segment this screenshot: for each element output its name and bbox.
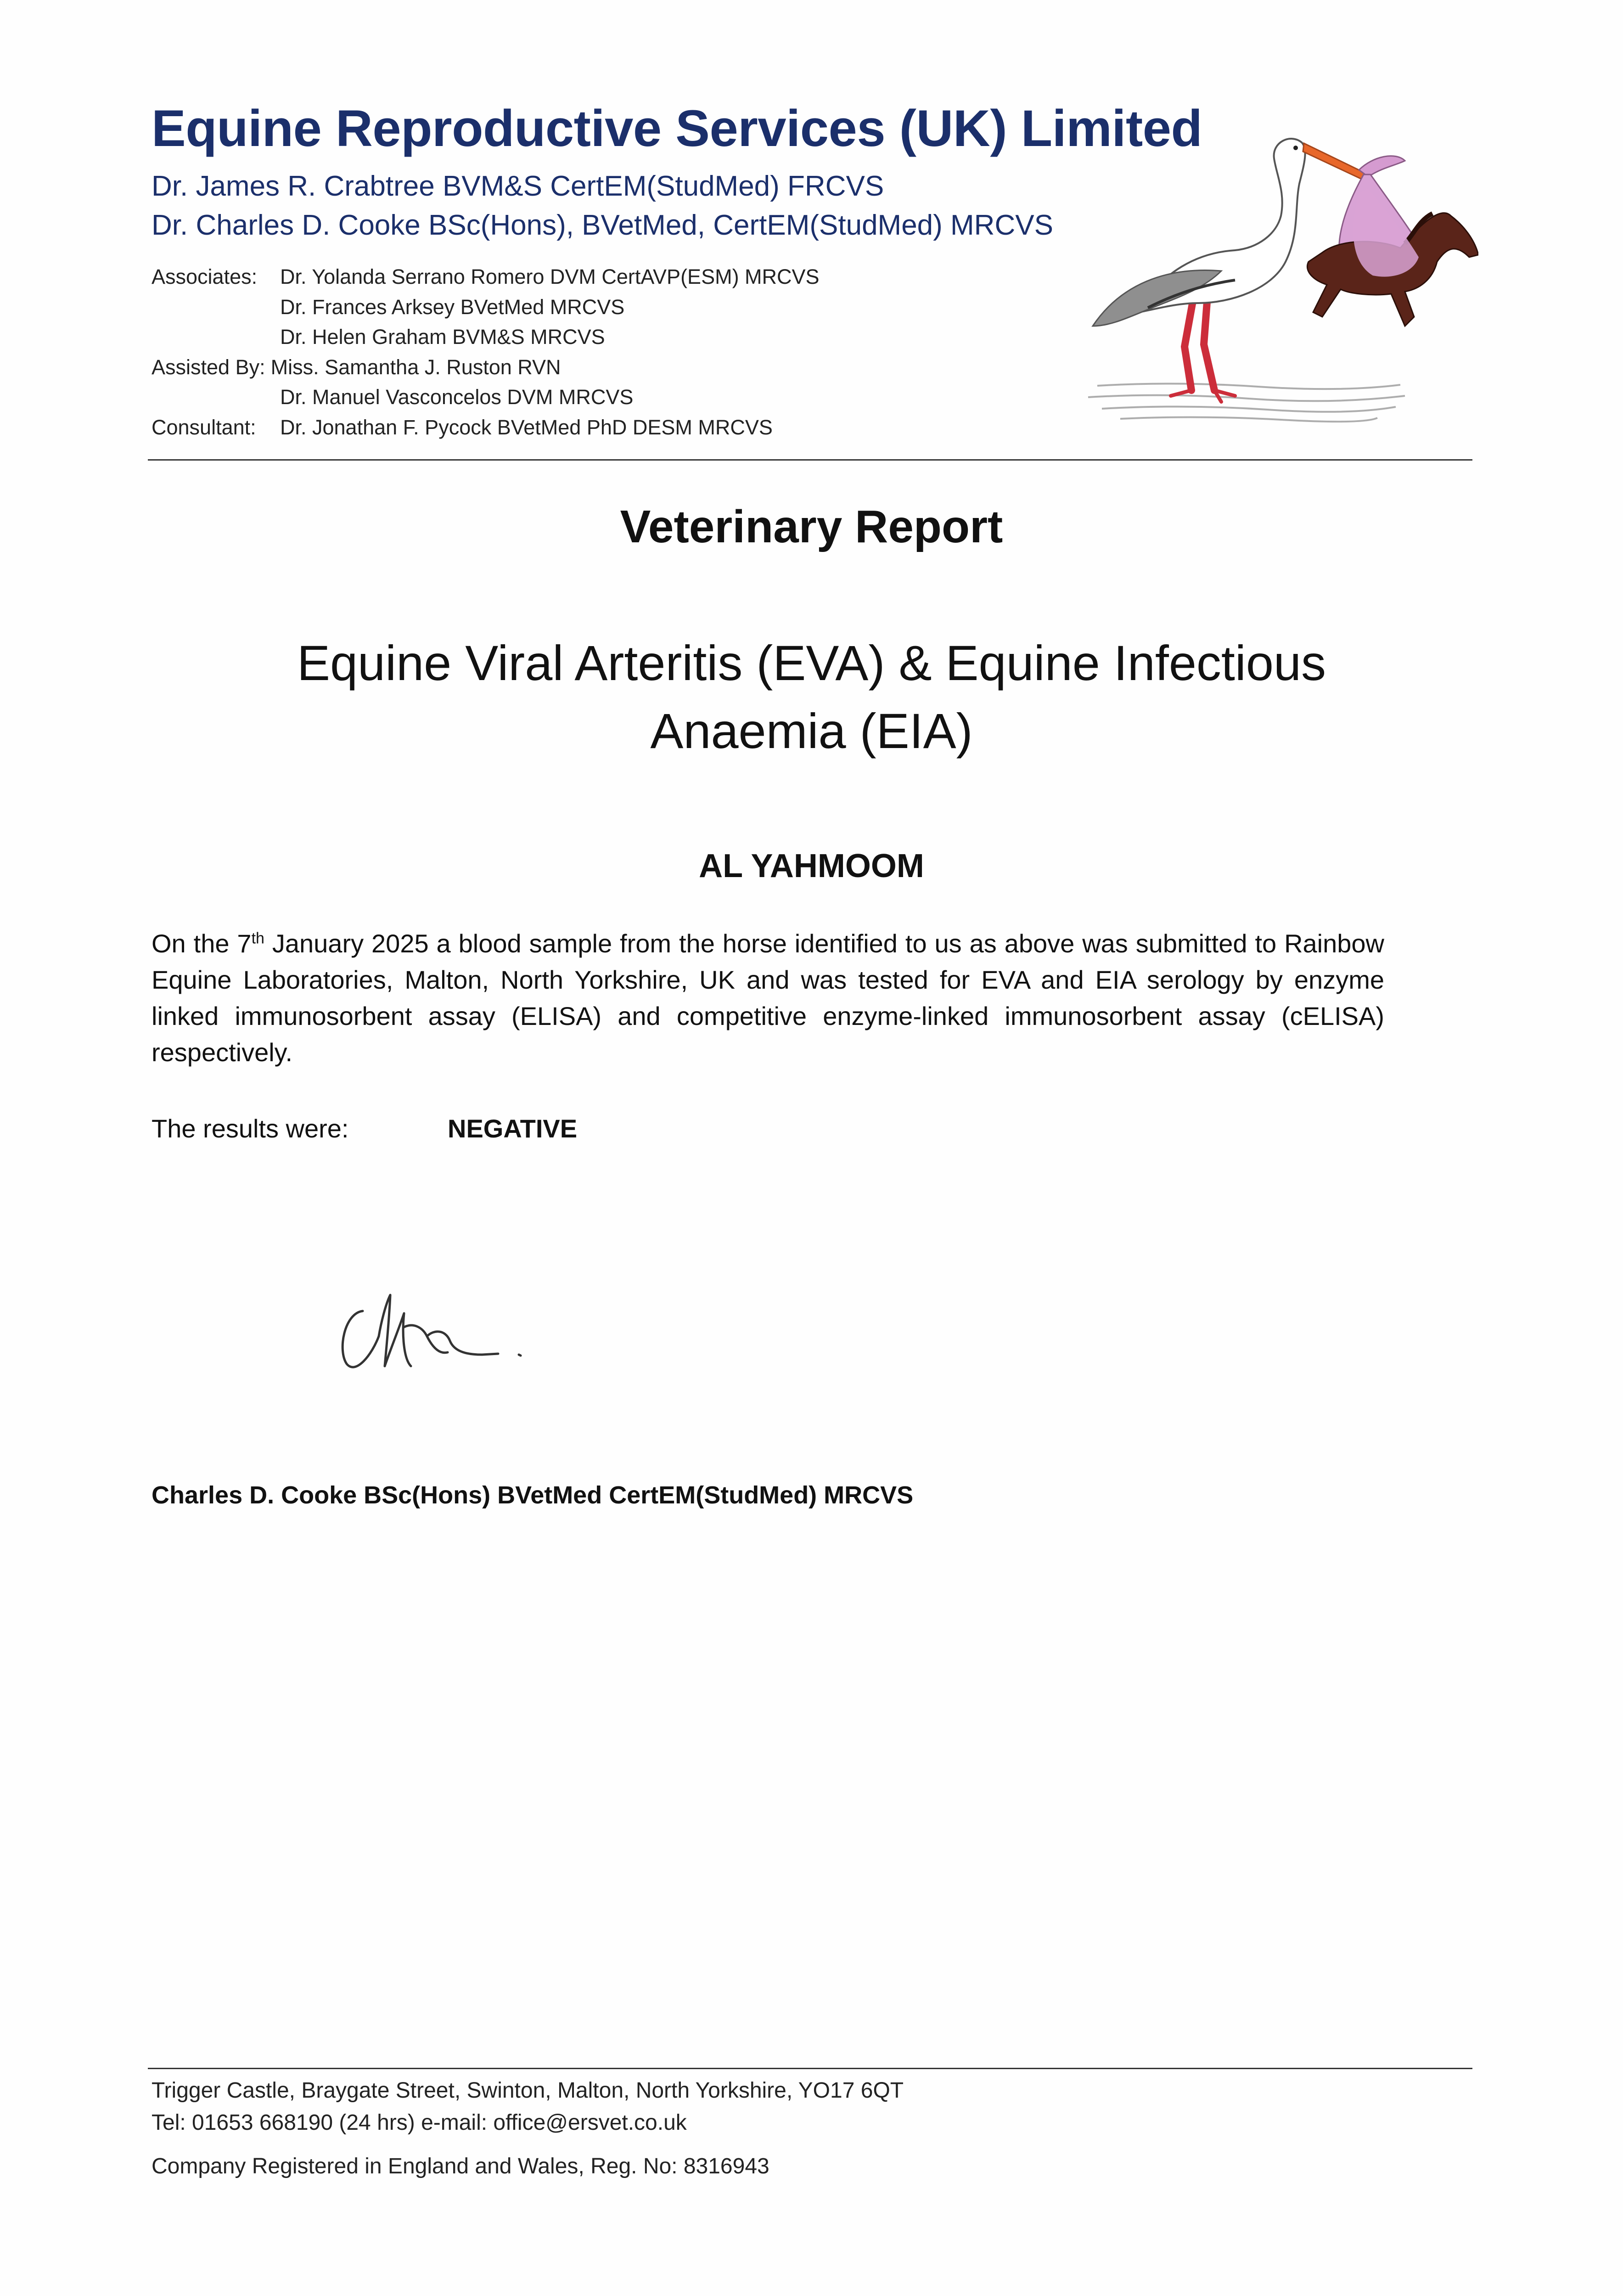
staff-row bbox=[152, 382, 820, 412]
footer-divider bbox=[148, 2068, 1472, 2069]
staff-row bbox=[152, 322, 820, 352]
signature-icon bbox=[335, 1286, 546, 1380]
body-superscript: th bbox=[251, 929, 264, 947]
footer-contact: Tel: 01653 668190 (24 hrs) e-mail: office@ersvet.co.uk bbox=[152, 2110, 687, 2135]
staff-list bbox=[152, 262, 820, 442]
body-prefix: On the 7 bbox=[152, 929, 252, 958]
staff-name: Dr. Jonathan F. Pycock BVetMed PhD DESM MRCVS bbox=[280, 415, 773, 439]
footer-registration: Company Registered in England and Wales, Reg. No: 8316943 bbox=[152, 2154, 769, 2178]
partner-cooke: Dr. Charles D. Cooke BSc(Hons), BVetMed, CertEM(StudMed) MRCVS bbox=[152, 209, 1053, 241]
header-divider bbox=[148, 459, 1472, 461]
company-name: Equine Reproductive Services (UK) Limited bbox=[152, 100, 1202, 157]
staff-row bbox=[152, 412, 820, 443]
body-rest: January 2025 a blood sample from the horse identified to us as above was submitted to Rainbow Equine Laboratories, Malton, North Yorkshire, UK and was tested for EVA and EIA serology by enzyme linked immunosorbent assay (ELISA) and competitive enzyme-linked immunosorbent assay (cELISA) respectively. bbox=[152, 929, 1384, 1067]
results-label: The results were: bbox=[152, 1114, 349, 1143]
staff-label: Associates: bbox=[152, 265, 258, 288]
stork-carrying-foal-icon bbox=[1084, 115, 1478, 439]
signatory-name: Charles D. Cooke BSc(Hons) BVetMed CertEM(StudMed) MRCVS bbox=[152, 1481, 914, 1509]
staff-label bbox=[152, 382, 280, 412]
staff-row bbox=[152, 292, 820, 322]
staff-label bbox=[152, 292, 280, 322]
report-subtitle-line2: Anaemia (EIA) bbox=[650, 703, 973, 759]
footer-address: Trigger Castle, Braygate Street, Swinton, Malton, North Yorkshire, YO17 6QT bbox=[152, 2078, 904, 2103]
staff-label: Assisted By: bbox=[152, 355, 265, 379]
staff-name: Miss. Samantha J. Ruston RVN bbox=[270, 355, 561, 379]
horse-name: AL YAHMOOM bbox=[699, 848, 924, 884]
report-subtitle bbox=[0, 629, 1623, 765]
results-value: NEGATIVE bbox=[448, 1114, 578, 1143]
staff-label: Consultant: bbox=[152, 415, 256, 439]
staff-label bbox=[152, 322, 280, 352]
report-body bbox=[152, 925, 1384, 1070]
staff-name: Dr. Yolanda Serrano Romero DVM CertAVP(ESM) MRCVS bbox=[280, 265, 820, 288]
staff-name: Dr. Frances Arksey BVetMed MRCVS bbox=[280, 295, 625, 319]
page-title: Veterinary Report bbox=[620, 501, 1003, 552]
report-subtitle-line1: Equine Viral Arteritis (EVA) & Equine Infectious bbox=[297, 635, 1326, 691]
partner-crabtree: Dr. James R. Crabtree BVM&S CertEM(StudMed) FRCVS bbox=[152, 170, 884, 202]
staff-row bbox=[152, 352, 820, 383]
staff-row bbox=[152, 262, 820, 292]
staff-name: Dr. Helen Graham BVM&S MRCVS bbox=[280, 325, 605, 349]
staff-name: Dr. Manuel Vasconcelos DVM MRCVS bbox=[280, 385, 634, 409]
